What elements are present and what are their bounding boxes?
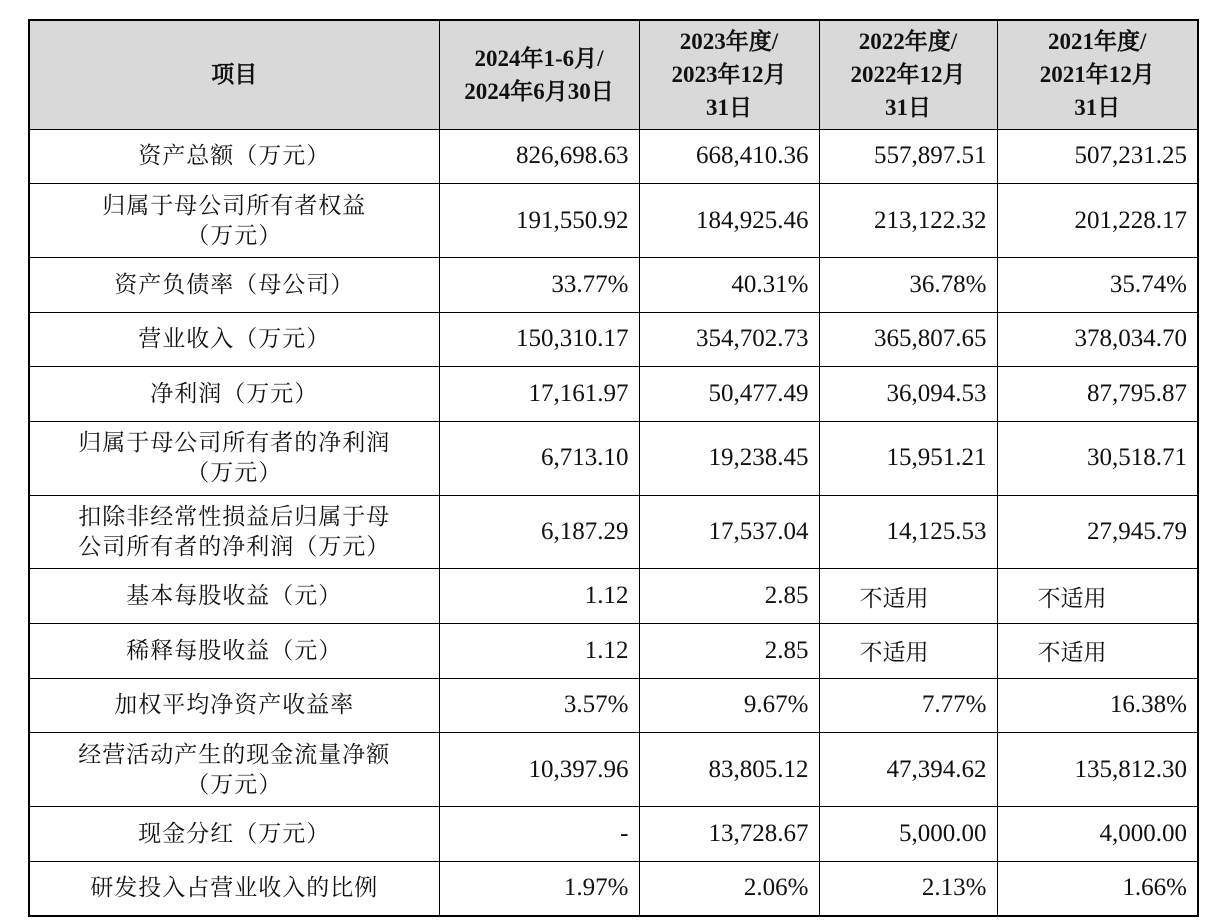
row-label-line: 加权平均净资产收益率 [114, 692, 355, 719]
header-line: 2021年12月 [1039, 62, 1155, 88]
value-cell: 2.85 [639, 624, 819, 679]
header-line: 2021年度/ [1048, 29, 1147, 55]
value-cell: 184,925.46 [639, 184, 819, 258]
table-row [29, 733, 1198, 807]
header-line: 2022年12月 [850, 62, 966, 88]
row-label-line: 归属于母公司所有者的净利润 [78, 430, 391, 457]
header-2021 [997, 20, 1198, 129]
header-line: 项目 [211, 62, 258, 88]
value-cell: 354,702.73 [639, 312, 819, 367]
header-line: 31日 [706, 95, 752, 121]
header-item [29, 20, 439, 129]
header-line: 2023年12月 [671, 62, 787, 88]
value-cell: 15,951.21 [819, 421, 997, 495]
value-cell: 27,945.79 [997, 495, 1198, 569]
value-cell: 30,518.71 [997, 421, 1198, 495]
value-cell: 6,187.29 [439, 495, 639, 569]
table-row [29, 678, 1198, 733]
value-cell: 不适用 [997, 624, 1198, 679]
row-label-line: 稀释每股收益（元） [126, 637, 343, 664]
value-cell: 2.85 [639, 569, 819, 624]
row-label [29, 807, 439, 862]
value-cell: 135,812.30 [997, 733, 1198, 807]
value-cell: 1.12 [439, 569, 639, 624]
row-label [29, 129, 439, 184]
value-cell: 36,094.53 [819, 367, 997, 422]
value-cell: 83,805.12 [639, 733, 819, 807]
table-row [29, 495, 1198, 569]
row-label-line: 资产总额（万元） [138, 143, 331, 170]
financial-indicators-table [28, 19, 1199, 917]
value-cell: 50,477.49 [639, 367, 819, 422]
value-cell: 4,000.00 [997, 807, 1198, 862]
value-cell: 507,231.25 [997, 129, 1198, 184]
header-line: 2024年6月30日 [464, 78, 614, 104]
value-cell: 13,728.67 [639, 807, 819, 862]
header-line: 31日 [885, 95, 931, 121]
row-label [29, 495, 439, 569]
value-cell: 1.97% [439, 861, 639, 916]
financial-table-container [28, 19, 1197, 917]
header-2023 [639, 20, 819, 129]
header-line: 2022年度/ [858, 29, 958, 55]
row-label [29, 257, 439, 312]
row-label-line: 经营活动产生的现金流量净额 [78, 741, 391, 768]
value-cell: 213,122.32 [819, 184, 997, 258]
value-cell: 87,795.87 [997, 367, 1198, 422]
value-cell: 5,000.00 [819, 807, 997, 862]
value-cell: 35.74% [997, 257, 1198, 312]
value-cell: 不适用 [819, 569, 997, 624]
table-row [29, 569, 1198, 624]
value-cell: 14,125.53 [819, 495, 997, 569]
row-label-line: 归属于母公司所有者权益 [102, 192, 367, 219]
header-line: 31日 [1074, 95, 1121, 121]
table-row [29, 861, 1198, 916]
value-cell: 365,807.65 [819, 312, 997, 367]
row-label [29, 367, 439, 422]
row-label [29, 733, 439, 807]
row-label-line: （万元） [186, 771, 283, 798]
header-row [29, 20, 1198, 129]
row-label-line: 公司所有者的净利润（万元） [78, 534, 391, 561]
value-cell: 7.77% [819, 678, 997, 733]
value-cell: 150,310.17 [439, 312, 639, 367]
header-line: 2024年1-6月/ [474, 45, 604, 71]
value-cell: 17,537.04 [639, 495, 819, 569]
row-label [29, 421, 439, 495]
value-cell: 6,713.10 [439, 421, 639, 495]
row-label-line: 净利润（万元） [150, 380, 319, 407]
row-label-line: 营业收入（万元） [138, 326, 331, 353]
header-2024h1 [439, 20, 639, 129]
value-cell: 1.66% [997, 861, 1198, 916]
table-row [29, 312, 1198, 367]
value-cell: 47,394.62 [819, 733, 997, 807]
table-header [29, 20, 1198, 129]
value-cell: 378,034.70 [997, 312, 1198, 367]
row-label-line: 资产负债率（母公司） [114, 271, 355, 298]
header-2022 [819, 20, 997, 129]
row-label-line: 扣除非经常性损益后归属于母 [78, 504, 391, 531]
value-cell: 10,397.96 [439, 733, 639, 807]
value-cell: 36.78% [819, 257, 997, 312]
value-cell: 3.57% [439, 678, 639, 733]
value-cell: 9.67% [639, 678, 819, 733]
table-row [29, 421, 1198, 495]
value-cell: 33.77% [439, 257, 639, 312]
table-body [29, 129, 1198, 916]
row-label-line: 研发投入占营业收入的比例 [90, 875, 379, 902]
value-cell: 668,410.36 [639, 129, 819, 184]
value-cell: 2.13% [819, 861, 997, 916]
row-label-line: 基本每股收益（元） [126, 583, 343, 610]
row-label-line: （万元） [186, 222, 283, 249]
value-cell: 2.06% [639, 861, 819, 916]
table-row [29, 624, 1198, 679]
row-label [29, 624, 439, 679]
value-cell: 826,698.63 [439, 129, 639, 184]
table-row [29, 257, 1198, 312]
row-label-line: （万元） [186, 460, 283, 487]
row-label [29, 569, 439, 624]
value-cell: 16.38% [997, 678, 1198, 733]
value-cell: 不适用 [997, 569, 1198, 624]
value-cell: 557,897.51 [819, 129, 997, 184]
value-cell: 不适用 [819, 624, 997, 679]
value-cell: 201,228.17 [997, 184, 1198, 258]
value-cell: 40.31% [639, 257, 819, 312]
value-cell: 191,550.92 [439, 184, 639, 258]
row-label [29, 312, 439, 367]
row-label [29, 861, 439, 916]
table-row [29, 807, 1198, 862]
value-cell: 17,161.97 [439, 367, 639, 422]
value-cell: - [439, 807, 639, 862]
row-label [29, 184, 439, 258]
value-cell: 1.12 [439, 624, 639, 679]
header-line: 2023年度/ [679, 29, 779, 55]
table-row [29, 184, 1198, 258]
table-row [29, 129, 1198, 184]
value-cell: 19,238.45 [639, 421, 819, 495]
table-row [29, 367, 1198, 422]
row-label-line: 现金分红（万元） [138, 820, 331, 847]
row-label [29, 678, 439, 733]
